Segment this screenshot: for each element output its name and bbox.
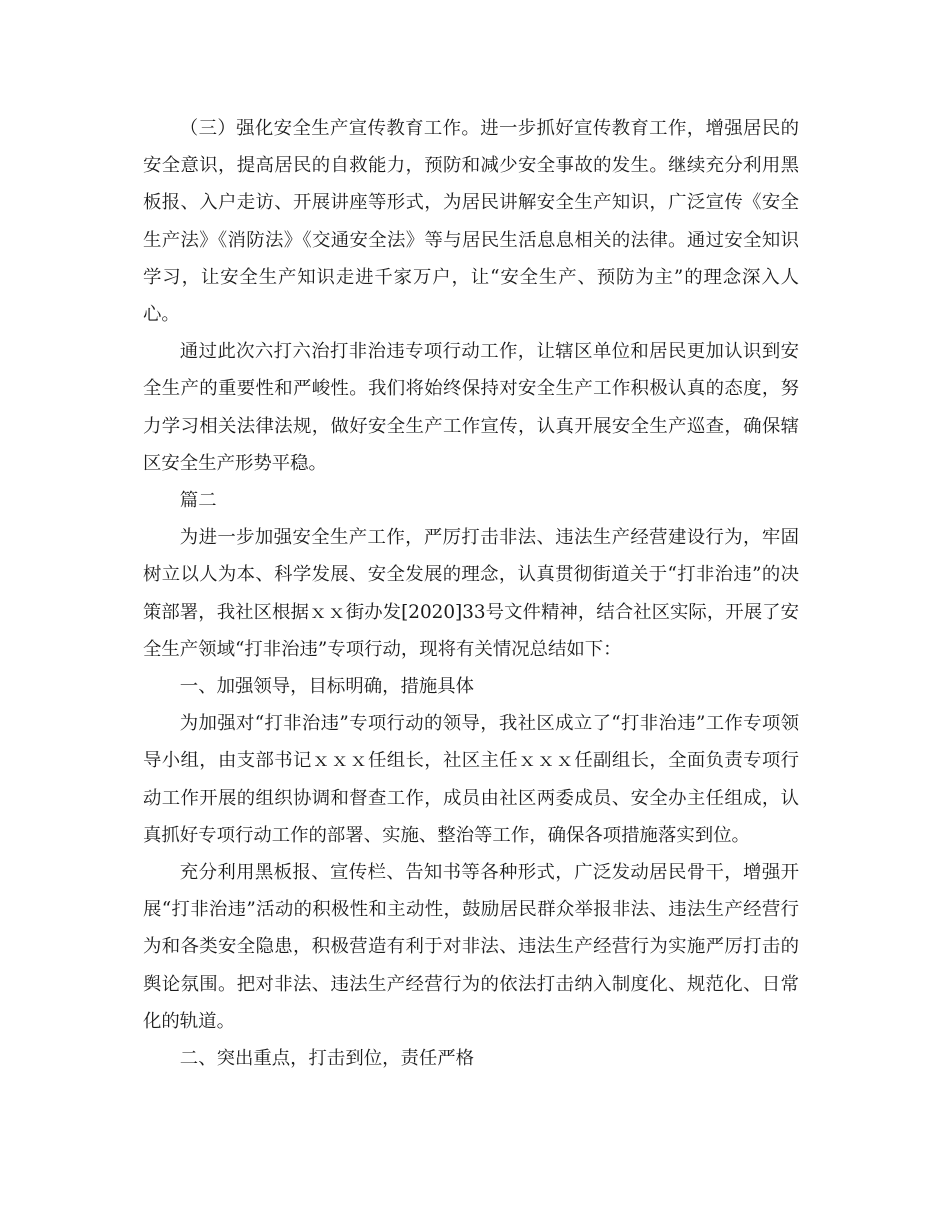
- heading-section-one: 一、加强领导，目标明确，措施具体: [179, 676, 475, 698]
- paragraph-section-three: （三）强化安全生产宣传教育工作。进一步抓好宣传教育工作，增强居民的安全意识，提高居民的自救能力，预防和减少安全事故的发生。继续充分利用黑板报、入户走访、开展讲座等形式，为居民讲解安全生产知识，广泛宣传《安全生产法》《消防法》《交通安全法》等与居民生活息息相关的法律。通过安全知识学习，让安全生产知识走进千家万户，让“安全生产、预防为主”的理念深入人心。: [143, 118, 799, 326]
- heading-section-two: 二、突出重点，打击到位，责任严格: [179, 1048, 475, 1070]
- document-body: [143, 110, 799, 1077]
- paragraph-intro: 为进一步加强安全生产工作，严厉打击非法、违法生产经营建设行为，牢固树立以人为本、科学发展、安全发展的理念，认真贯彻街道关于“打非治违”的决策部署，我社区根据ｘｘ街办发[2020]33号文件精神，结合社区实际，开展了安全生产领域“打非治违”专项行动，现将有关情况总结如下：: [143, 527, 799, 660]
- paragraph-publicity: 充分利用黑板报、宣传栏、告知书等各种形式，广泛发动居民骨干，增强开展“打非治违”活动的积极性和主动性，鼓励居民群众举报非法、违法生产经营行为和各类安全隐患，积极营造有利于对非法、违法生产经营行为实施严厉打击的舆论氛围。把对非法、违法生产经营行为的依法打击纳入制度化、规范化、日常化的轨道。: [143, 862, 799, 1032]
- heading-part-two: 篇二: [179, 490, 217, 512]
- paragraph-leadership: 为加强对“打非治违”专项行动的领导，我社区成立了“打非治违”工作专项领导小组，由支部书记ｘｘｘ任组长，社区主任ｘｘｘ任副组长，全面负责专项行动工作开展的组织协调和督查工作，成员由社区两委成员、安全办主任组成，认真抓好专项行动工作的部署、实施、整治等工作，确保各项措施落实到位。: [143, 713, 799, 846]
- paragraph-conclusion: 通过此次六打六治打非治违专项行动工作，让辖区单位和居民更加认识到安全生产的重要性和严峻性。我们将始终保持对安全生产工作积极认真的态度，努力学习相关法律法规，做好安全生产工作宣传，认真开展安全生产巡查，确保辖区安全生产形势平稳。: [143, 341, 799, 474]
